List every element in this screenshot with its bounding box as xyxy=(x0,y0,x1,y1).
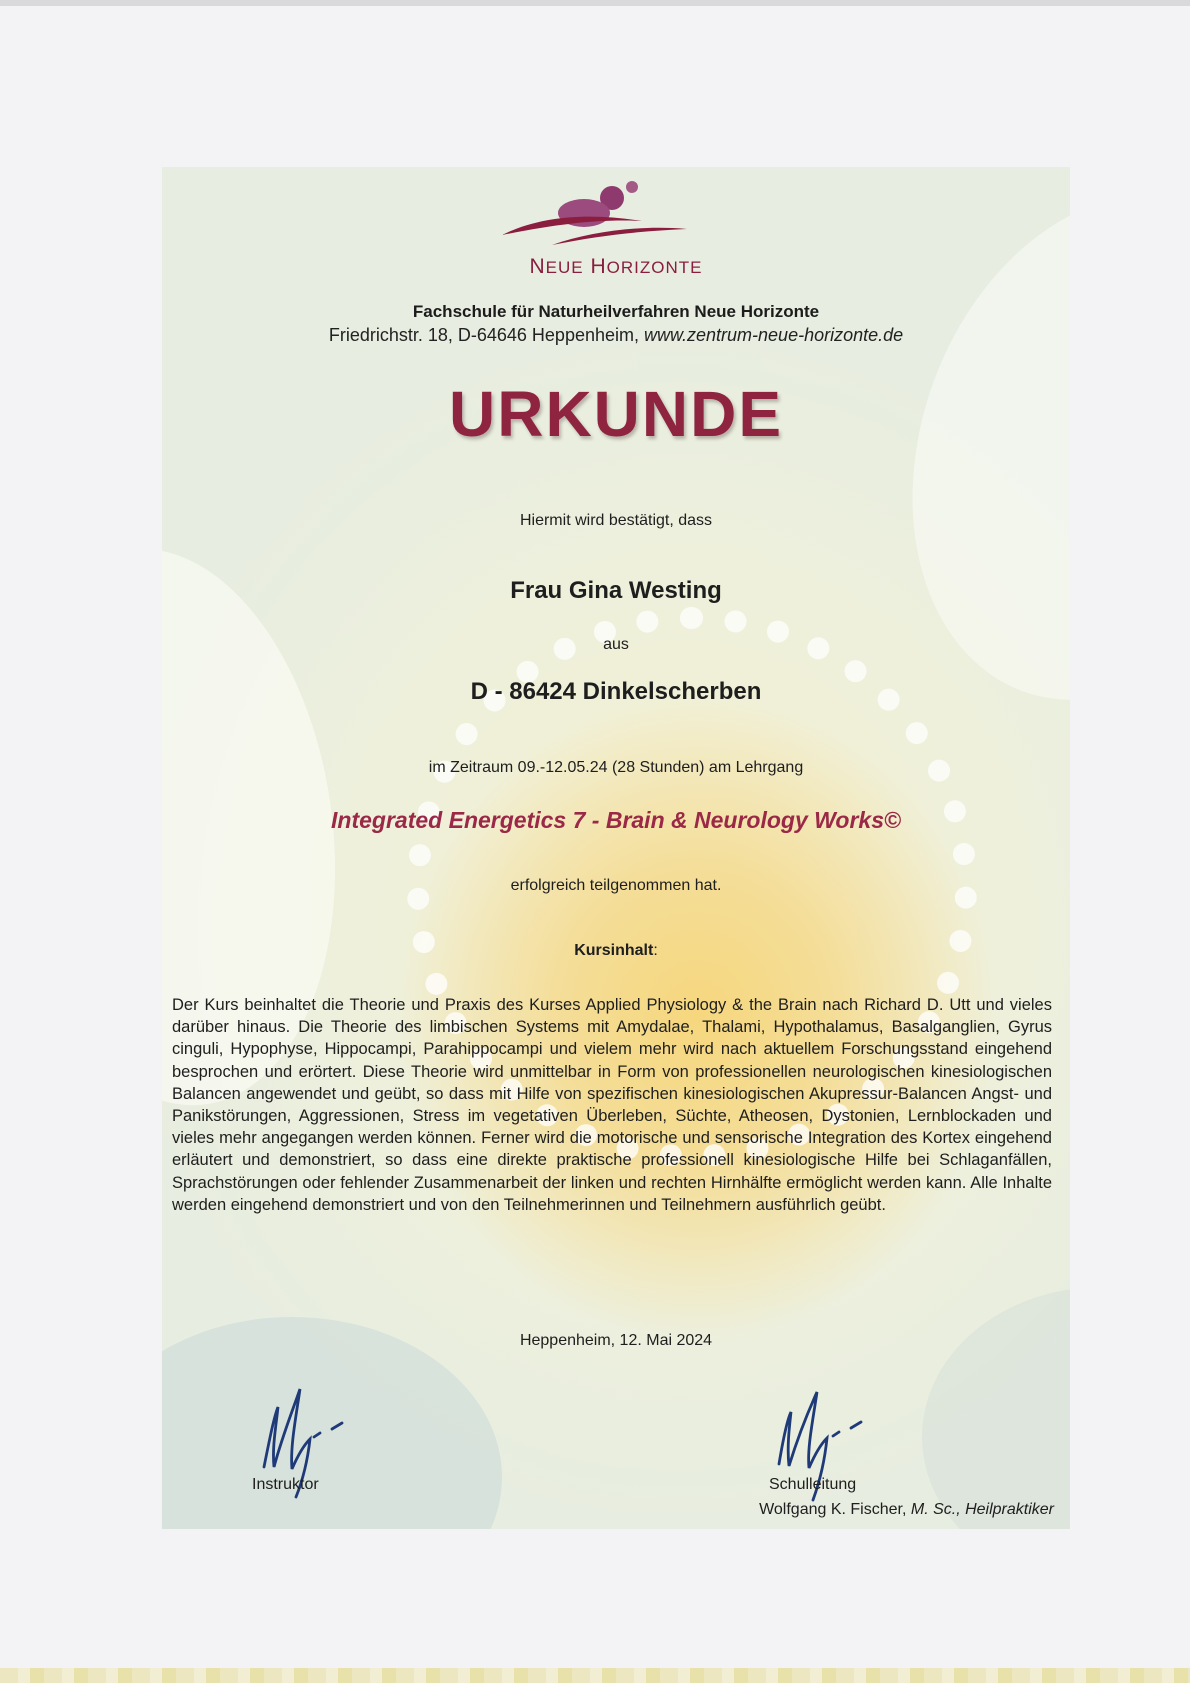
place-date: Heppenheim, 12. Mai 2024 xyxy=(519,1332,713,1349)
signer-name xyxy=(759,1501,1054,1519)
brand-name xyxy=(162,255,1070,279)
course-title: Integrated Energetics 7 - Brain & Neurology Works© xyxy=(331,807,901,833)
course-content-paragraph: Der Kurs beinhaltet die Theorie und Praxis des Kurses Applied Physiology & the Brain nach Richard D. Utt und vieles darüber hinaus. Die Theorie des limbischen Systems mit Amydalae, Thalami, Hypothalamus, Basalganglien, Gyrus cinguli, Hypophyse, Hippocampi, Parahippocampi und vielem mehr wird nach aktuellem Forschungsstand eingehend besprochen und erörtert. Diese Theorie wird unmittelbar in Form von professionellen neurologischen kinesiologischen Balancen angewendet und geübt, so dass mit Hilfe von spezifischen kinesiologischen Akupressur-Balancen Angst- und Panikstörungen, Aggressionen, Stress im vegetativen Überleben, Süchte, Atheosen, Dystonien, Lernblockaden und vieles mehr angegangen werden können. Ferner wird die motorische und sensorische Integration des Kortex eingehend erläutert und demonstriert, so dass eine direkte praktische professionell kinesiologische Hilfe bei Schlaganfällen, Sprachstörungen oder fehlender Zusammenarbeit der linken und rechten Hirnhälfte ermöglicht werden kann. Alle Inhalte werden eingehend demonstriert und von den Teilnehmerinnen und Teilnehmern ausführlich geübt. xyxy=(172,996,1052,1214)
confirmation-text: Hiermit wird bestätigt, dass xyxy=(519,512,713,529)
content-heading-colon: : xyxy=(653,942,658,959)
from-label: aus xyxy=(603,636,629,653)
background-petal xyxy=(922,1287,1070,1529)
instructor-label: Instruktor xyxy=(252,1476,319,1493)
brand-word: EUE xyxy=(545,258,584,277)
course-period: im Zeitraum 09.-12.05.24 (28 Stunden) am Lehrgang xyxy=(428,759,804,776)
brand-word: ORIZONTE xyxy=(606,258,703,277)
director-label: Schulleitung xyxy=(769,1476,857,1493)
brand-initial: N xyxy=(529,255,546,278)
signer-title: M. Sc., Heilpraktiker xyxy=(910,1501,1054,1518)
scan-bottom-edge xyxy=(0,1668,1190,1683)
school-name: Fachschule für Naturheilverfahren Neue Horizonte xyxy=(412,302,820,321)
certificate-title: URKUNDE xyxy=(449,378,783,450)
content-heading xyxy=(162,942,1070,960)
participant-hometown: D - 86424 Dinkelscherben xyxy=(470,678,762,705)
result-text: erfolgreich teilgenommen hat. xyxy=(510,877,722,894)
content-heading-label: Kursinhalt xyxy=(574,942,654,959)
scan-edge xyxy=(0,0,1190,6)
website-link[interactable]: www.zentrum-neue-horizonte.de xyxy=(644,325,904,345)
school-address xyxy=(162,325,1070,346)
address-text: Friedrichstr. 18, D-64646 Heppenheim, xyxy=(328,325,639,345)
logo-horizon-icon xyxy=(502,175,732,245)
participant-name: Frau Gina Westing xyxy=(510,577,722,604)
brand-initial: H xyxy=(590,255,607,278)
certificate xyxy=(162,167,1070,1529)
signer-name-text: Wolfgang K. Fischer, xyxy=(759,1501,907,1518)
